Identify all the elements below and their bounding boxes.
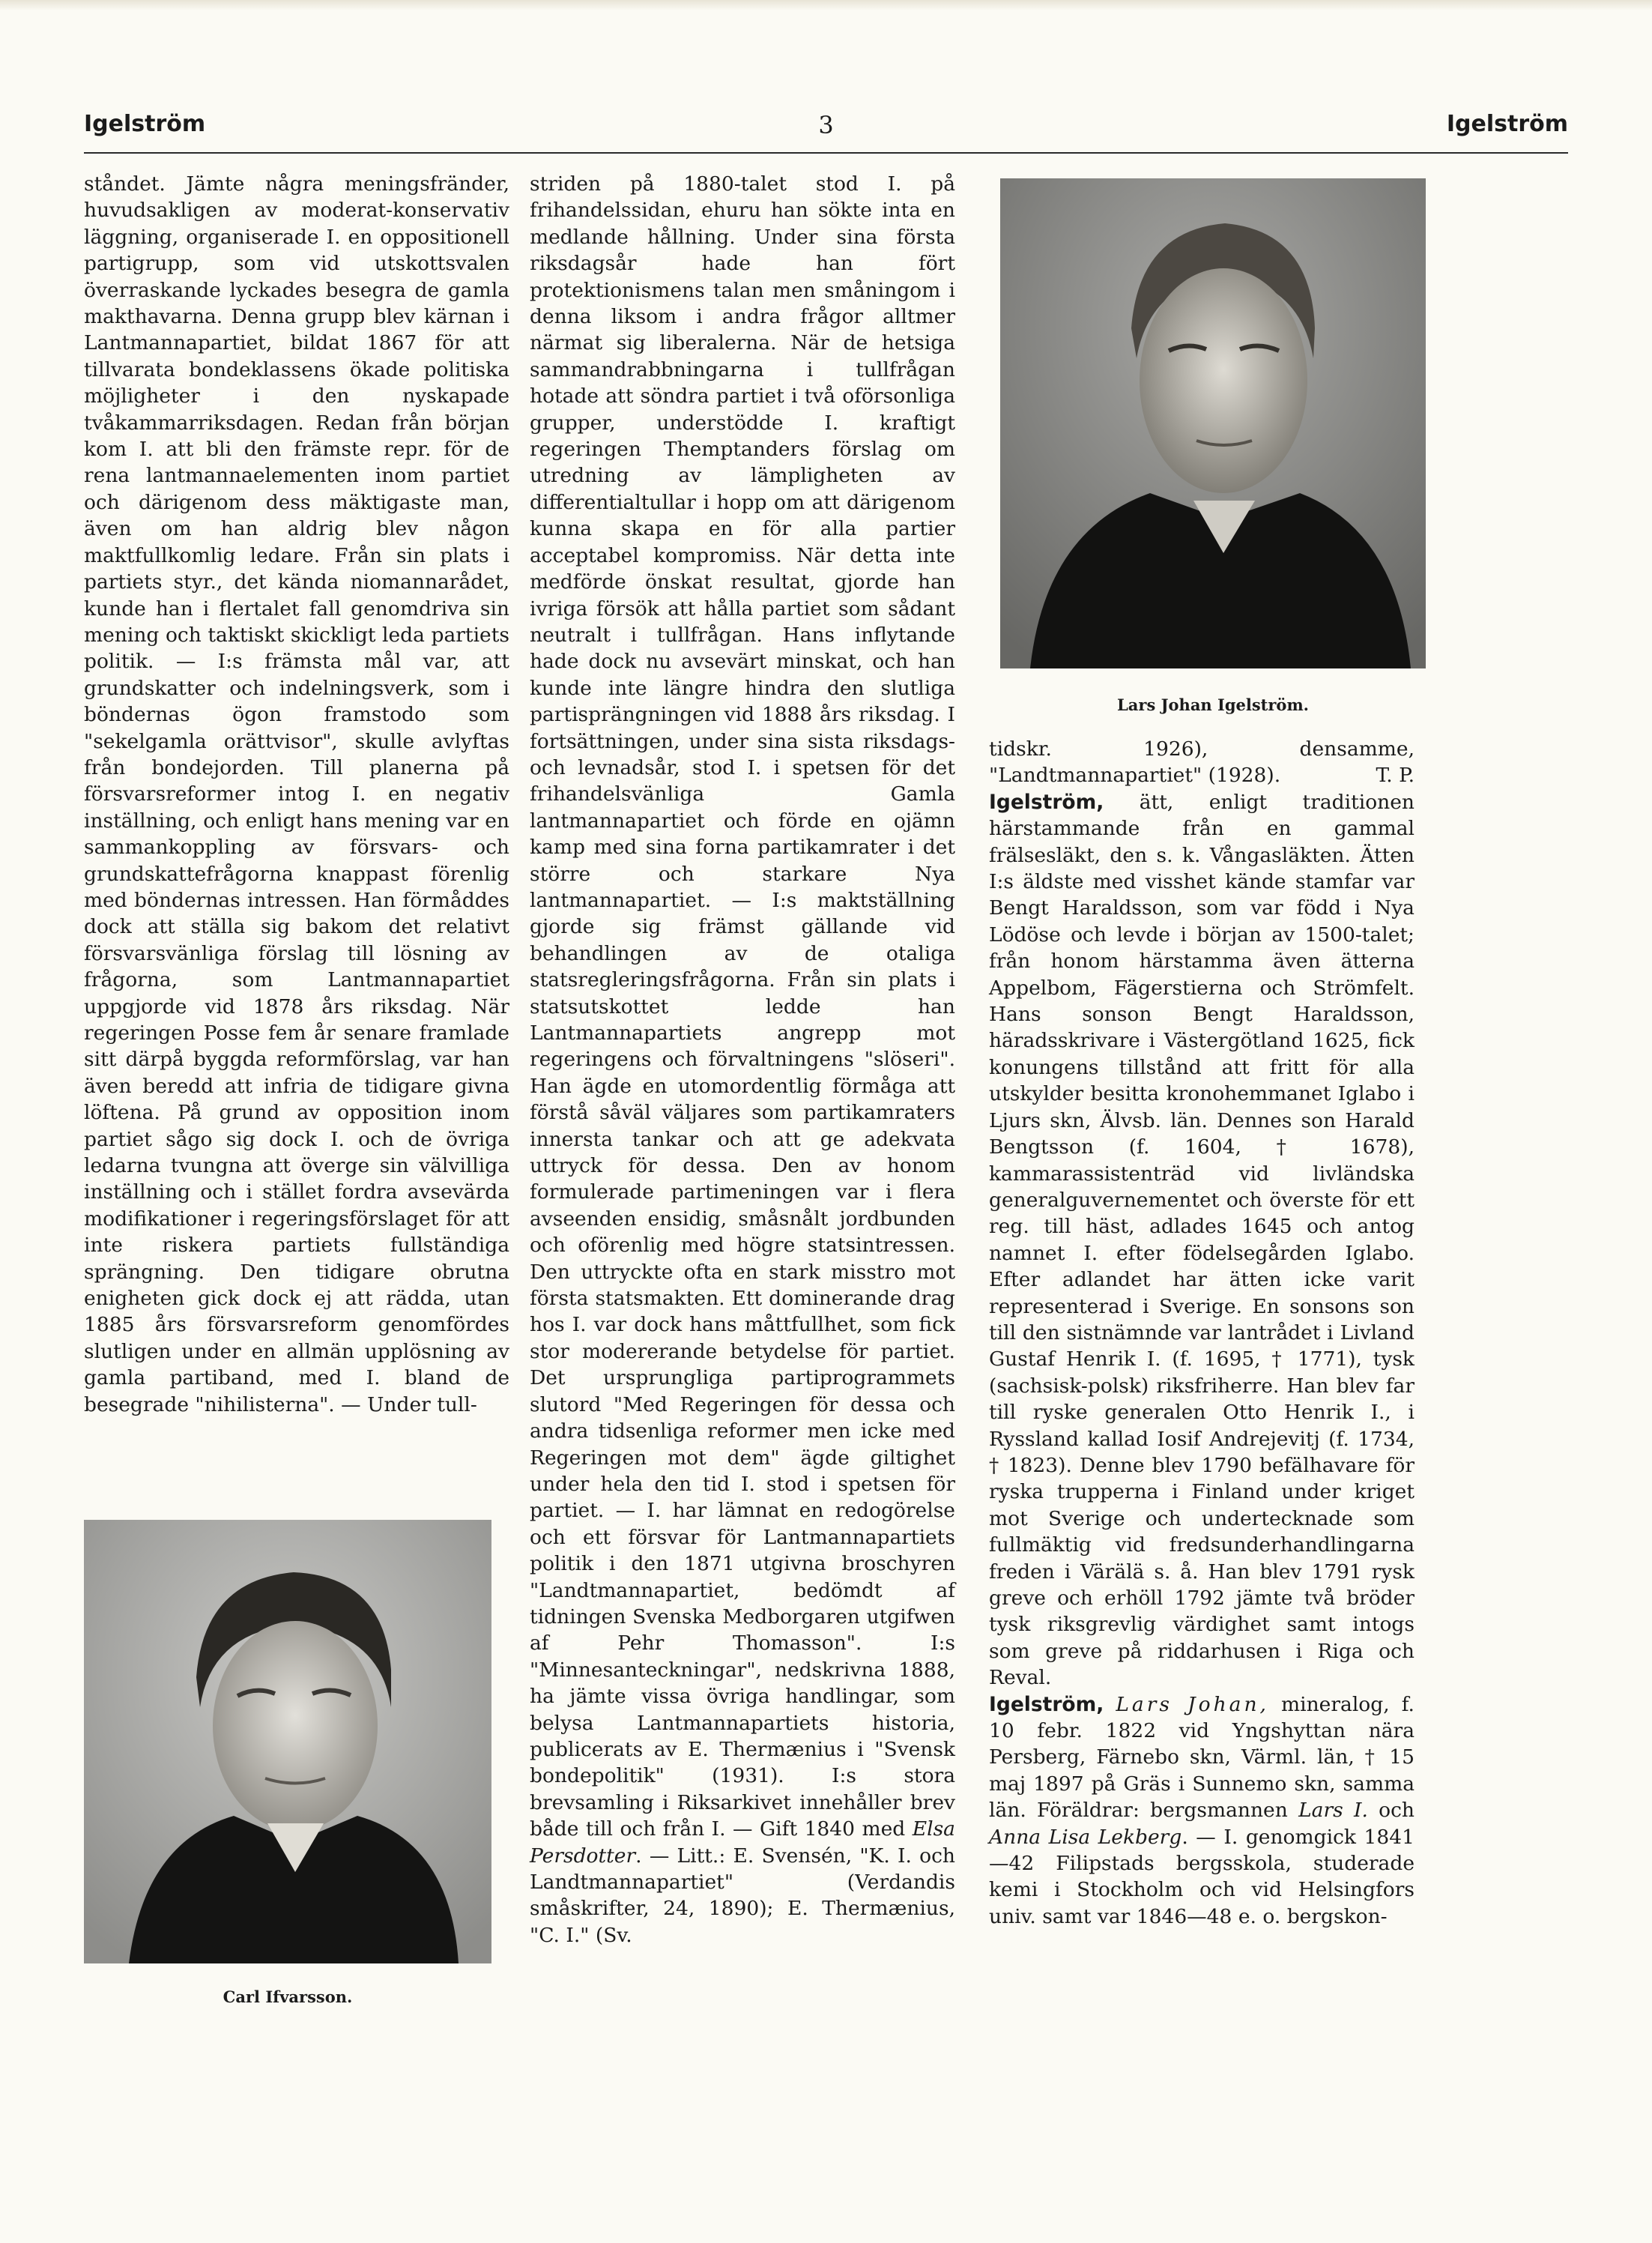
entry-headword: Igelström, xyxy=(989,790,1104,814)
author-signature: T. P. xyxy=(1376,764,1415,788)
page-edge xyxy=(0,0,1652,10)
entry-text: mineralog, f. 10 febr. 1822 vid Yngshyttan nära Persberg, Färnebo skn, Värml. län, † 15 maj 1897 på Gräs i Sunnemo skn, samma län. Föräldrar: bergsmannen xyxy=(989,1692,1415,1823)
father-name: Lars I. xyxy=(1298,1799,1368,1823)
portrait-image xyxy=(1000,178,1426,668)
entry-given-name: Lars Johan, xyxy=(1116,1692,1269,1716)
running-head-right: Igelström xyxy=(1446,111,1568,137)
entry-lars-johan-igelstrom xyxy=(989,1691,1415,1930)
column1-paragraph: ståndet. Jämte några meningsfränder, huvudsakligen av moderat-konservativ läggning, organiserade I. en oppositionell partigrupp, som vid utskottsvalen överraskande lyckades besegra de gamla makthavarna. Denna grupp blev kärnan i Lantmannapartiet, bildat 1867 för att tillvarata bondeklassens ökade politiska möjligheter i den nyskapade tvåkammarriksdagen. Redan från början kom I. att bli den främste repr. för de rena lantmannaelementen inom partiet och därigenom dess mäktigaste man, även om han aldrig blev någon maktfullkomlig ledare. Från sin plats i partiets styr., det kända niomannarådet, kunde han i flertalet fall genomdriva sin mening och taktiskt skickligt leda partiets politik. — I:s främsta mål var, att grundskatter och indelningsverk, som i böndernas ögon framstodo som "sekelgamla orättvisor", skulle avlyftas från bondejorden. Till planerna på försvarsreformer intog I. en negativ inställning, och enligt hans mening var en sammankoppling av försvars- och grundskattefrågorna knappast förenlig med böndernas intressen. Han förmåddes dock att ställa sig bakom det relativt försvarsvänliga förslag till lösning av frågorna, som Lantmannapartiet uppgjorde vid 1878 års riksdag. När regeringen Posse fem år senare framlade sitt därpå byggda reformförslag, var han även beredd att infria de tidigare givna löftena. På grund av opposition inom partiet sågo sig dock I. och de övriga ledarna tvungna att överge sin välvilliga inställning och i stället fordra avsevärda modifikationer i regeringsförslaget för att inte riskera partiets fullständiga sprängning. Den tidigare obrutna enigheten gick dock ej att rädda, utan 1885 års försvarsreform genomfördes slutligen under en allmän upplösning av gamla partiband, med I. bland de besegrade "nihilisterna". — Under tull- xyxy=(84,172,509,1416)
running-head xyxy=(84,111,1568,148)
column2-text: striden på 1880-talet stod I. på frihandelssidan, ehuru han sökte inta en medlande hållning. Under sina första riksdagsår hade han fört protektionismens talan men småningom i denna liksom i andra frågor alltmer närmat sig liberalerna. När de hetsiga sammandrabbningarna i tullfrågan hotade att söndra partiet i två oförsonliga grupper, understödde I. kraftigt regeringen Themptanders förslag om utredning av lämpligheten av differentialtullar i hopp om att därigenom kunna skapa en för alla partier acceptabel kompromiss. När detta inte medförde önskat resultat, gjorde han ivriga försök att hålla partiet som sådant neutralt i tullfrågan. Hans inflytande hade dock nu avsevärt minskat, och han kunde inte längre hindra den slutliga partisprängningen vid 1888 års riksdag. I fortsättningen, under sina sista riksdags- och levnadsår, stod I. i spetsen för det frihandelsvänliga Gamla lantmannapartiet och förde en ojämn kamp med sina forna partikamrater i det större och starkare Nya lantmannapartiet. — I:s maktställning gjorde sig främst gällande vid behandlingen av de otaliga statsregleringsfrågorna. Från sin plats i statsutskottet ledde han Lantmannapartiets angrepp mot regeringens och förvaltningens "slöseri". Han ägde en utomordentlig förmåga att förstå såväl väljares som partikamraters innersta tankar och att ge adekvata uttryck för dessa. Den av honom formulerade partimeningen var i flera avseenden ensidig, småsnålt jordbunden och oförenlig med högre statsintressen. Den uttryckte ofta en stark misstro mot första statsmakten. Ett dominerande drag hos I. var dock hans måttfullhet, som fick stor modererande betydelse för partiet. Det ursprungliga partiprogrammets slutord "Med Regeringen för dessa och andra tidsenliga reformer men icke med Regeringen mot dem" ägde giltighet under hela den tid I. stod i spetsen för partiet. — I. har lämnat en redogörelse och ett försvar för Lantmannapartiets politik i den 1871 utgivna broschyren "Landtmannapartiet, bedömdt af tidningen Svenska Medborgaren utgifwen af Pehr Thomasson". I:s "Minnesanteckningar", nedskrivna 1888, ha jämte vissa övriga handlingar, som belysa Lantmannapartiets historia, publicerats av E. Thermænius i "Svensk bondepolitik" (1931). I:s stora brevsamling i Riksarkivet innehåller brev både till och från I. — Gift 1840 med xyxy=(530,172,955,1841)
column2-paragraph xyxy=(530,171,955,1948)
entry-igelstrom-family xyxy=(989,789,1415,1691)
literature-text: . — Litt.: E. Svensén, "K. I. och Landtmannapartiet" (Verdandis småskrifter, 24, 1890); E. Thermænius, "C. I." (Sv. xyxy=(530,1844,955,1947)
entry-text: ätt, enligt traditionen härstammande från en gammal frälsesläkt, den s. k. Vångasläkten. Ätten I:s äldste med visshet kände stamfar var Bengt Haraldsson, som var född i Nya Lödöse och levde i början av 1500-talet; från honom härstamma även ätterna Appelbom, Fägerstierna och Strömfelt. Hans sonson Bengt Haraldsson, häradsskrivare i Västergötland 1625, fick konungens tillstånd att fritt för alla utskylder besitta kronohemmanet Iglabo i Ljurs skn, Älvsb. län. Dennes son Harald Bengtsson (f. 1604, † 1678), kammarassistenträd vid livländska generalguvernementet och överste för ett reg. till häst, adlades 1645 och antog namnet I. efter födelsegården Iglabo. Efter adlandet har ätten icke varit representerad i Sverige. En sonsons son till den sistnämnde var lantrådet i Livland Gustaf Henrik I. (f. 1695, † 1771), tysk (sachsisk-polsk) riksfriherre. Han blev far till ryske generalen Otto Henrik I., i Ryssland kallad Iosif Andrejevitj (f. 1734, † 1823). Denne blev 1790 befälhavare för ryska trupperna i Finland under kriget mot Sverige och undertecknade som fullmäktig vid fredsunderhandlingarna freden i Värälä s. å. Han blev 1791 rysk greve och erhöll 1792 jämte två bröder tysk riksgrevlig värdighet samt intogs som greve på riddarhusen i Riga och Reval. xyxy=(989,790,1415,1690)
conjunction: och xyxy=(1367,1799,1415,1823)
continuation-text: tidskr. 1926), densamme, "Landtmannapartiet" (1928). xyxy=(989,737,1415,788)
text-column-2 xyxy=(530,171,955,1948)
portrait-lars-johan-igelstrom xyxy=(1000,178,1426,668)
text-column-3 xyxy=(989,736,1415,1930)
header-rule xyxy=(84,152,1568,154)
page-number: 3 xyxy=(818,111,834,139)
entry-headword: Igelström, xyxy=(989,1692,1104,1716)
spouse-name: Elsa Persdotter xyxy=(530,1817,955,1868)
portrait-carl-ifvarsson xyxy=(84,1520,491,1963)
caption-portrait-2: Lars Johan Igelström. xyxy=(1117,695,1309,714)
caption-portrait-1: Carl Ifvarsson. xyxy=(223,1987,353,2006)
mother-name: Anna Lisa Lekberg xyxy=(989,1825,1182,1849)
text-column-1 xyxy=(84,171,509,1418)
portrait-image xyxy=(84,1520,491,1963)
column3-continuation xyxy=(989,736,1415,789)
running-head-left: Igelström xyxy=(84,111,206,137)
entry-text-continued: . — I. genomgick 1841—42 Filipstads bergsskola, studerade kemi i Stockholm och vid Helsingfors univ. samt var 1846—48 e. o. bergskon- xyxy=(989,1825,1415,1928)
